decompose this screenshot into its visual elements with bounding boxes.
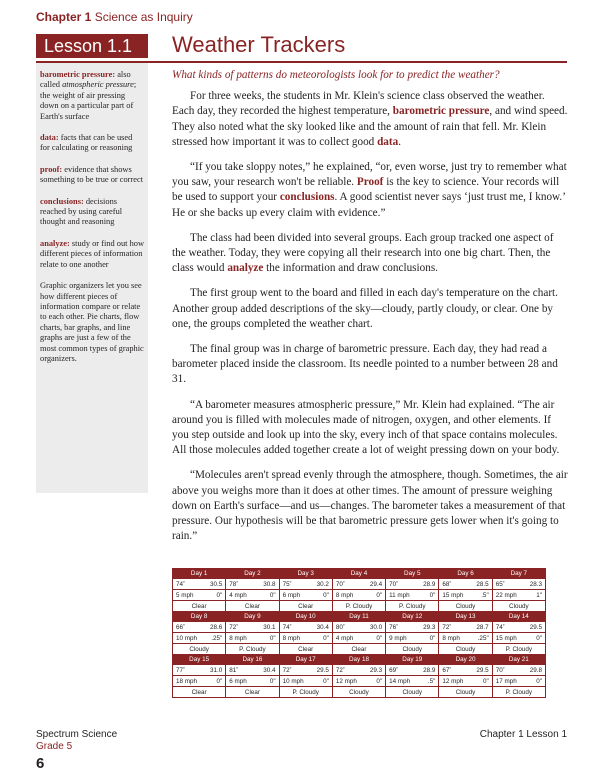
definition-text: atmospheric pressure: [62, 80, 134, 90]
grade-label: Grade 5: [36, 741, 73, 752]
temperature-value: 65˚: [495, 580, 505, 588]
temperature-value: 66˚: [176, 623, 186, 631]
chapter-header: [36, 10, 193, 24]
sky-condition: Clear: [332, 644, 385, 655]
pressure-value: 29.5: [529, 623, 542, 631]
vocabulary-entry: [40, 133, 144, 154]
day-header: Day 13: [439, 612, 492, 622]
temp-pressure-cell: [332, 665, 385, 676]
sky-condition: Cloudy: [492, 601, 545, 612]
rainfall-value: 0": [269, 634, 276, 642]
paragraph-text: The first group went to the board and filled in each day's temperature on the chart. Another group added descriptions of the sky—cloudy, partly cloudy, or clear. One by one, the groups completed the weather chart.: [172, 287, 558, 330]
cell-pair: [176, 667, 222, 674]
pressure-value: 28.6: [210, 623, 223, 631]
paragraph-text: . A good scientist never says ‘just trust me, I know.’ He or she backs up every claim with evidence.”: [172, 191, 566, 219]
temp-pressure-cell: [492, 579, 545, 590]
pressure-value: 29.4: [369, 580, 383, 588]
rainfall-value: 0": [323, 591, 329, 599]
definition-text: decisions reached by using careful thought and reasoning: [40, 196, 123, 227]
cell-pair: [496, 592, 542, 599]
cell-pair: [229, 581, 275, 588]
wind-speed-value: 11 mph: [389, 591, 410, 599]
article-paragraph: [172, 398, 568, 459]
wind-rain-cell: [386, 633, 439, 644]
sky-condition: P. Cloudy: [279, 687, 332, 698]
vocabulary-entry: [40, 197, 144, 228]
cell-pair: [229, 678, 275, 685]
cell-pair: [389, 678, 435, 685]
day-header: Day 6: [439, 569, 492, 579]
pressure-value: 30.1: [263, 623, 276, 631]
rainfall-value: .25": [211, 634, 223, 642]
pressure-value: 30.2: [316, 580, 329, 588]
vocabulary-term: data:: [40, 133, 59, 143]
temp-pressure-cell: [386, 579, 439, 590]
paragraph-text: For three weeks, the students in Mr. Klein's science class observed the weather. Each day, they recorded the highest temperature,: [172, 90, 545, 118]
temp-pressure-row: [173, 622, 546, 633]
rainfall-value: 0": [376, 634, 383, 642]
temperature-value: 72˚: [442, 623, 452, 631]
wind-rain-cell: [439, 590, 492, 601]
cell-pair: [176, 678, 222, 685]
temperature-value: 67˚: [442, 666, 452, 674]
temp-pressure-row: [173, 579, 546, 590]
day-header: Day 15: [173, 655, 226, 665]
wind-rain-cell: [439, 676, 492, 687]
pressure-value: 29.5: [316, 666, 329, 674]
wind-rain-cell: [279, 590, 332, 601]
chapter-label: Chapter 1: [36, 10, 92, 24]
day-header: Day 9: [226, 612, 279, 622]
day-header: Day 20: [439, 655, 492, 665]
lesson-title: Weather Trackers: [172, 32, 346, 57]
rainfall-value: 0": [323, 677, 329, 685]
cell-pair: [336, 635, 382, 642]
sky-row: [173, 687, 546, 698]
rainfall-value: 1": [536, 591, 542, 599]
wind-rain-cell: [332, 633, 385, 644]
wind-speed-value: 18 mph: [176, 677, 198, 685]
rainfall-value: 0": [323, 634, 329, 642]
day-header-row: [173, 569, 546, 579]
vocabulary-sidebar: [36, 63, 148, 493]
temp-pressure-cell: [332, 622, 385, 633]
cell-pair: [389, 667, 435, 674]
cell-pair: [336, 624, 382, 631]
cell-pair: [442, 635, 488, 642]
wind-rain-cell: [439, 633, 492, 644]
pressure-value: 31.0: [210, 666, 223, 674]
temperature-value: 70˚: [495, 666, 505, 674]
wind-speed-value: 10 mph: [282, 677, 304, 685]
temperature-value: 81˚: [229, 666, 239, 674]
wind-speed-value: 4 mph: [229, 591, 247, 599]
temp-pressure-cell: [173, 665, 226, 676]
cell-pair: [283, 624, 329, 631]
sky-condition: P. Cloudy: [226, 644, 279, 655]
article-paragraph: [172, 89, 568, 150]
cell-pair: [176, 592, 222, 599]
cell-pair: [389, 592, 435, 599]
temp-pressure-cell: [386, 622, 439, 633]
temperature-value: 70˚: [335, 580, 345, 588]
cell-pair: [176, 581, 222, 588]
rainfall-value: .5": [481, 591, 489, 599]
wind-speed-value: 8 mph: [282, 634, 301, 642]
temp-pressure-cell: [173, 579, 226, 590]
sky-condition: Cloudy: [386, 687, 439, 698]
cell-pair: [283, 678, 329, 685]
day-header: Day 14: [492, 612, 545, 622]
paragraph-text: , and wind speed. They also noted what the sky looked like and the amount of rain that fell. Mr. Klein stressed how important it was to collect good: [172, 105, 568, 148]
wind-speed-value: 10 mph: [176, 634, 198, 642]
temp-pressure-cell: [386, 665, 439, 676]
wind-rain-cell: [386, 590, 439, 601]
day-header: Day 10: [279, 612, 332, 622]
pressure-value: 29.3: [423, 623, 436, 631]
definition-text: ; the weight of air pressing down on a particular part of Earth's surface: [40, 80, 137, 121]
cell-pair: [336, 678, 382, 685]
paragraph-text: “If you take sloppy notes,” he explained, “or, even worse, just try to remember what you saw, your research won't be reliable.: [172, 161, 567, 189]
wind-speed-value: 6 mph: [229, 677, 247, 685]
definition-text: also called: [40, 70, 131, 90]
temperature-value: 80˚: [335, 623, 345, 631]
weather-chart: [172, 568, 546, 698]
day-header: Day 12: [386, 612, 439, 622]
article-paragraph: [172, 160, 568, 221]
definition-text: facts that can be used for calculating or reasoning: [40, 133, 133, 153]
vocabulary-entry: [40, 70, 144, 122]
pressure-value: 30.5: [210, 580, 223, 588]
cell-pair: [496, 624, 542, 631]
cell-pair: [229, 624, 275, 631]
book-title: Spectrum Science: [36, 729, 118, 740]
paragraph-text: “A barometer measures atmospheric pressure,” Mr. Klein had explained. “The air around you is filled with molecules made of nitrogen, oxygen, and other elements. If you step outside and look up into the sky, every inch of that space contains molecules. All those molecules added together create a lot of weight pressing down on your body.: [172, 398, 560, 457]
wind-rain-cell: [492, 590, 545, 601]
vocabulary-term: proof:: [40, 164, 63, 174]
day-header: Day 17: [279, 655, 332, 665]
sky-condition: P. Cloudy: [492, 687, 545, 698]
cell-pair: [389, 624, 435, 631]
rainfall-value: .5": [427, 677, 436, 685]
cell-pair: [442, 624, 488, 631]
temp-pressure-cell: [439, 622, 492, 633]
pressure-value: 28.9: [423, 666, 436, 674]
vocabulary-keyword: Proof: [356, 176, 384, 189]
wind-rain-row: [173, 633, 546, 644]
day-header: Day 19: [386, 655, 439, 665]
day-header-row: [173, 612, 546, 622]
cell-pair: [496, 678, 542, 685]
cell-pair: [283, 581, 329, 588]
wind-speed-value: 5 mph: [176, 591, 194, 599]
temp-pressure-cell: [173, 622, 226, 633]
day-header: Day 8: [173, 612, 226, 622]
wind-speed-value: 8 mph: [335, 591, 354, 599]
pressure-value: 28.7: [476, 623, 489, 631]
rainfall-value: 0": [376, 591, 383, 599]
day-header: Day 7: [492, 569, 545, 579]
temperature-value: 74˚: [176, 580, 186, 588]
wind-speed-value: 17 mph: [495, 677, 517, 685]
cell-pair: [496, 667, 542, 674]
cell-pair: [442, 678, 488, 685]
day-header-row: [173, 655, 546, 665]
vocabulary-term: conclusions:: [40, 196, 84, 206]
wind-rain-cell: [226, 633, 279, 644]
wind-speed-value: 15 mph: [442, 591, 464, 599]
vocabulary-keyword: conclusions: [279, 191, 335, 204]
wind-speed-value: 14 mph: [389, 677, 411, 685]
cell-pair: [496, 635, 542, 642]
cell-pair: [229, 667, 275, 674]
section-label: Chapter 1 Lesson 1: [479, 729, 567, 740]
wind-rain-cell: [173, 590, 226, 601]
sky-condition: Clear: [279, 601, 332, 612]
temp-pressure-cell: [279, 579, 332, 590]
wind-rain-row: [173, 676, 546, 687]
definition-text: evidence that shows something to be true or correct: [40, 164, 144, 185]
wind-speed-value: 8 mph: [442, 634, 460, 642]
page-number: 6: [36, 755, 45, 772]
rainfall-value: 0": [269, 591, 276, 599]
pressure-value: 30.4: [316, 623, 329, 631]
wind-rain-cell: [492, 676, 545, 687]
sky-condition: P. Cloudy: [492, 644, 545, 655]
sky-condition: Cloudy: [386, 644, 439, 655]
wind-rain-cell: [279, 676, 332, 687]
wind-speed-value: 22 mph: [495, 591, 517, 599]
wind-rain-cell: [173, 633, 226, 644]
temperature-value: 72˚: [229, 623, 239, 631]
sky-condition: Cloudy: [173, 644, 226, 655]
temp-pressure-cell: [226, 579, 279, 590]
lesson-label: Lesson 1.1: [36, 34, 148, 58]
cell-pair: [283, 592, 329, 599]
cell-pair: [442, 581, 488, 588]
temperature-value: 77˚: [176, 666, 186, 674]
paragraph-text: “Molecules aren't spread evenly through the atmosphere, though. Sometimes, the air above you weighs more than it does at other times. The amount of pressure weighing down on Earth's surface—and us—changes. The barometer takes a measurement of that pressure. Our hypothesis will be that barometric pressure gets lower when it's going to rain.”: [172, 469, 568, 543]
cell-pair: [496, 581, 542, 588]
wind-rain-cell: [332, 676, 385, 687]
cell-pair: [336, 667, 382, 674]
pressure-value: 29.3: [369, 666, 383, 674]
vocabulary-keyword: analyze: [227, 262, 264, 275]
article-paragraph: [172, 286, 568, 332]
sky-condition: Cloudy: [439, 601, 492, 612]
wind-rain-row: [173, 590, 546, 601]
wind-rain-cell: [173, 676, 226, 687]
rainfall-value: 0": [536, 634, 542, 642]
paragraph-text: .: [398, 135, 402, 148]
sky-row: [173, 644, 546, 655]
day-header: Day 4: [332, 569, 385, 579]
temp-pressure-cell: [226, 622, 279, 633]
pressure-value: 30.4: [263, 666, 276, 674]
cell-pair: [176, 624, 222, 631]
cell-pair: [283, 635, 329, 642]
sky-condition: Cloudy: [332, 687, 385, 698]
sky-condition: Clear: [279, 644, 332, 655]
vocabulary-term: analyze:: [40, 238, 70, 248]
cell-pair: [336, 581, 382, 588]
temperature-value: 75˚: [282, 580, 292, 588]
day-header: Day 16: [226, 655, 279, 665]
vocabulary-entry: [40, 165, 144, 186]
temp-pressure-row: [173, 665, 546, 676]
rainfall-value: 0": [376, 677, 383, 685]
temp-pressure-cell: [279, 665, 332, 676]
pressure-value: 30.8: [263, 580, 276, 588]
day-header: Day 21: [492, 655, 545, 665]
temp-pressure-cell: [492, 665, 545, 676]
wind-rain-cell: [386, 676, 439, 687]
rainfall-value: 0": [482, 677, 489, 685]
paragraph-text: is the key to science. Your records will be used to support your: [172, 176, 560, 204]
wind-rain-cell: [226, 590, 279, 601]
sky-condition: Clear: [173, 687, 226, 698]
wind-speed-value: 9 mph: [389, 634, 407, 642]
cell-pair: [229, 635, 275, 642]
sky-condition: Cloudy: [439, 644, 492, 655]
day-header: Day 2: [226, 569, 279, 579]
pressure-value: 29.5: [476, 666, 489, 674]
sky-condition: Clear: [226, 601, 279, 612]
temperature-value: 78˚: [229, 580, 239, 588]
footer-left: [36, 729, 117, 753]
day-header: Day 11: [332, 612, 385, 622]
cell-pair: [176, 635, 222, 642]
pressure-value: 30.0: [369, 623, 383, 631]
temp-pressure-cell: [226, 665, 279, 676]
wind-rain-cell: [492, 633, 545, 644]
temperature-value: 72˚: [282, 666, 292, 674]
temperature-value: 74˚: [282, 623, 292, 631]
paragraph-text: the information and draw conclusions.: [263, 262, 438, 275]
temp-pressure-cell: [439, 665, 492, 676]
day-header: Day 3: [279, 569, 332, 579]
sky-condition: Clear: [173, 601, 226, 612]
paragraph-text: The class had been divided into several groups. Each group tracked one aspect of the weather. Today, they were copying all their research into one big chart. Then, the class would: [172, 231, 554, 275]
temperature-value: 68˚: [442, 580, 452, 588]
wind-speed-value: 12 mph: [442, 677, 464, 685]
temp-pressure-cell: [279, 622, 332, 633]
paragraph-text: The final group was in charge of barometric pressure. Each day, they had read a barometer placed inside the classroom. Its needle pointed to a number between 28 and 31.: [172, 343, 558, 386]
temperature-value: 70˚: [389, 580, 399, 588]
article-paragraphs: [172, 89, 568, 544]
temperature-value: 72˚: [335, 666, 345, 674]
chapter-title: Science as Inquiry: [94, 10, 193, 24]
temp-pressure-cell: [439, 579, 492, 590]
article-paragraph: [172, 342, 568, 388]
cell-pair: [336, 592, 382, 599]
pressure-value: 28.3: [529, 580, 542, 588]
temperature-value: 76˚: [389, 623, 399, 631]
day-header: Day 1: [173, 569, 226, 579]
article-body: [172, 68, 568, 554]
cell-pair: [442, 667, 488, 674]
cell-pair: [229, 592, 275, 599]
definition-text: study or find out how different pieces of information relate to one another: [40, 238, 144, 269]
sky-condition: P. Cloudy: [386, 601, 439, 612]
vocabulary-entry: [40, 239, 144, 270]
article-paragraph: [172, 468, 568, 544]
rainfall-value: .25": [477, 634, 489, 642]
vocabulary-keyword: barometric pressure: [392, 105, 490, 118]
rainfall-value: 0": [429, 634, 436, 642]
rainfall-value: 0": [429, 591, 436, 599]
pressure-value: 28.9: [423, 580, 436, 588]
sky-condition: Clear: [226, 687, 279, 698]
guiding-question: What kinds of patterns do meteorologists look for to predict the weather?: [172, 69, 500, 81]
cell-pair: [442, 592, 488, 599]
temp-pressure-cell: [492, 622, 545, 633]
day-header: Day 5: [386, 569, 439, 579]
wind-speed-value: 6 mph: [282, 591, 301, 599]
day-header: Day 18: [332, 655, 385, 665]
sidebar-note: Graphic organizers let you see how different pieces of information compare or relate to each other. Pie charts, flow charts, bar graphs, and line graphs are just a few of the most common types of graphic organizers.: [40, 281, 144, 363]
wind-speed-value: 8 mph: [229, 634, 247, 642]
sky-condition: Cloudy: [439, 687, 492, 698]
wind-rain-cell: [279, 633, 332, 644]
vocabulary-keyword: data: [377, 135, 399, 148]
wind-rain-cell: [226, 676, 279, 687]
wind-speed-value: 4 mph: [335, 634, 354, 642]
temp-pressure-cell: [332, 579, 385, 590]
rainfall-value: 0": [536, 677, 542, 685]
sky-condition: P. Cloudy: [332, 601, 385, 612]
vocabulary-term: barometric pressure:: [40, 70, 116, 79]
wind-speed-value: 15 mph: [495, 634, 517, 642]
vocabulary-list: [40, 70, 144, 270]
rainfall-value: 0": [269, 677, 276, 685]
sky-row: [173, 601, 546, 612]
cell-pair: [283, 667, 329, 674]
pressure-value: 29.8: [529, 666, 542, 674]
cell-pair: [389, 581, 435, 588]
wind-speed-value: 12 mph: [335, 677, 357, 685]
rainfall-value: 0": [216, 591, 223, 599]
temperature-value: 74˚: [495, 623, 505, 631]
pressure-value: 28.5: [476, 580, 489, 588]
cell-pair: [389, 635, 435, 642]
temperature-value: 69˚: [389, 666, 399, 674]
rainfall-value: 0": [216, 677, 223, 685]
article-paragraph: [172, 231, 568, 277]
wind-rain-cell: [332, 590, 385, 601]
